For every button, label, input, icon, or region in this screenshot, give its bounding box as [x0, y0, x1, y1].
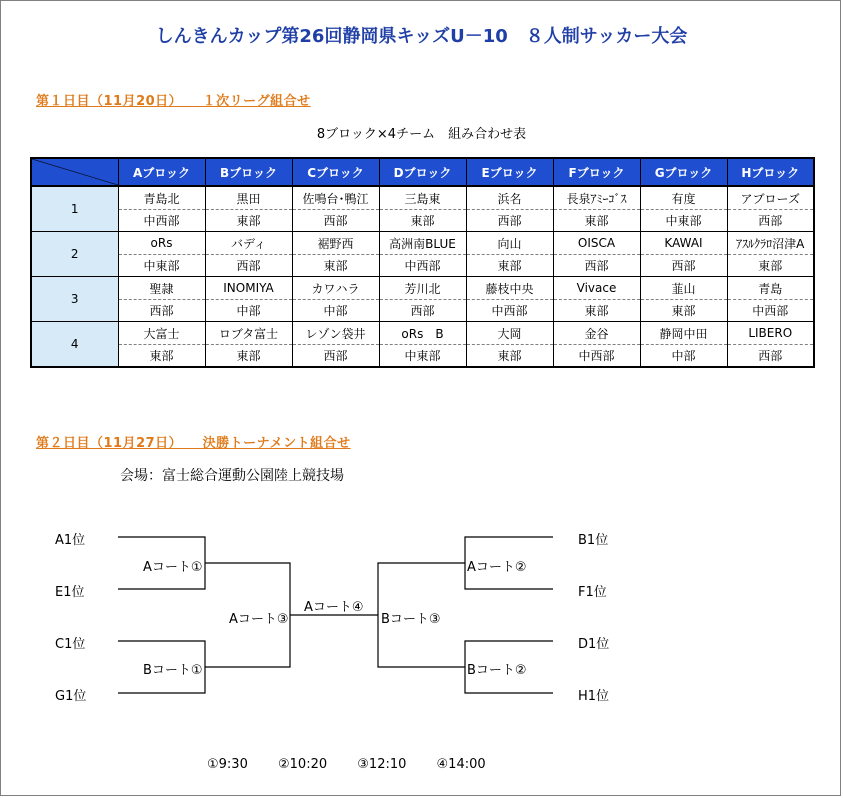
block-header: Eブロック [466, 158, 553, 186]
team-cell: KAWAI [640, 232, 727, 255]
team-cell: 浜名 [466, 186, 553, 210]
team-cell: 佐鳴台･鴨江 [292, 186, 379, 210]
seed-d1: D1位 [578, 637, 610, 652]
team-cell: 大富士 [118, 322, 205, 345]
seed-f1: F1位 [578, 585, 607, 600]
court-left-semi: Aコート③ [229, 612, 289, 627]
region-cell: 中西部 [379, 255, 466, 277]
region-cell: 中西部 [466, 300, 553, 322]
team-cell: oRs [118, 232, 205, 255]
block-header: Cブロック [292, 158, 379, 186]
team-cell: INOMIYA [205, 277, 292, 300]
time-2: ②10:20 [278, 757, 328, 772]
block-header: Bブロック [205, 158, 292, 186]
region-cell: 中部 [640, 345, 727, 368]
team-cell: 聖隷 [118, 277, 205, 300]
team-cell: 高洲南BLUE [379, 232, 466, 255]
region-cell: 中西部 [553, 345, 640, 368]
region-cell: 東部 [640, 300, 727, 322]
region-cell: 東部 [118, 345, 205, 368]
region-cell: 中西部 [727, 300, 814, 322]
block-header: Hブロック [727, 158, 814, 186]
block-header: Fブロック [553, 158, 640, 186]
team-cell: レゾン袋井 [292, 322, 379, 345]
region-cell: 中部 [205, 300, 292, 322]
day2-heading: 第２日目（11月27日） 決勝トーナメント組合せ [36, 436, 351, 451]
team-cell: 藤枝中央 [466, 277, 553, 300]
team-cell: 裾野西 [292, 232, 379, 255]
day1-heading: 第１日目（11月20日） １次リーグ組合せ [36, 94, 311, 109]
group-number: 1 [31, 186, 118, 232]
team-cell: 向山 [466, 232, 553, 255]
team-cell: Vivace [553, 277, 640, 300]
team-cell: 韮山 [640, 277, 727, 300]
team-cell: 静岡中田 [640, 322, 727, 345]
seed-b1: B1位 [578, 533, 609, 548]
team-cell: カワハラ [292, 277, 379, 300]
team-cell: アブローズ [727, 186, 814, 210]
region-cell: 西部 [292, 345, 379, 368]
region-cell: 中西部 [118, 210, 205, 232]
team-cell: 芳川北 [379, 277, 466, 300]
team-cell: oRs B [379, 322, 466, 345]
team-cell: 有度 [640, 186, 727, 210]
page-title: しんきんカップ第26回静岡県キッズU－10 ８人制サッカー大会 [155, 26, 688, 47]
seed-a1: A1位 [55, 533, 86, 548]
table-title: 8ブロック×4チーム 組み合わせ表 [316, 127, 527, 142]
region-cell: 中部 [292, 300, 379, 322]
region-cell: 西部 [727, 345, 814, 368]
block-header: Gブロック [640, 158, 727, 186]
block-header: Dブロック [379, 158, 466, 186]
court-left-top: Aコート① [143, 560, 203, 575]
venue-label: 会場：富士総合運動公園陸上競技場 [120, 468, 344, 484]
time-1: ①9:30 [207, 757, 248, 772]
region-cell: 西部 [205, 255, 292, 277]
team-cell: LIBERO [727, 322, 814, 345]
team-cell: OISCA [553, 232, 640, 255]
time-3: ③12:10 [357, 757, 407, 772]
region-cell: 西部 [466, 210, 553, 232]
region-cell: 東部 [292, 255, 379, 277]
team-cell: 長泉ｱﾐｰｺﾞｽ [553, 186, 640, 210]
court-left-bottom: Bコート① [143, 663, 203, 678]
court-right-top: Aコート② [467, 560, 527, 575]
region-cell: 中東部 [379, 345, 466, 368]
region-cell: 東部 [727, 255, 814, 277]
region-cell: 東部 [205, 210, 292, 232]
seed-e1: E1位 [55, 585, 85, 600]
team-cell: 金谷 [553, 322, 640, 345]
region-cell: 東部 [466, 345, 553, 368]
block-header: Aブロック [118, 158, 205, 186]
team-cell: 大岡 [466, 322, 553, 345]
seed-g1: G1位 [55, 689, 87, 704]
match-times [207, 757, 512, 772]
team-cell: 黒田 [205, 186, 292, 210]
region-cell: 東部 [553, 300, 640, 322]
team-cell: 三島東 [379, 186, 466, 210]
group-number: 2 [31, 232, 118, 277]
region-cell: 東部 [466, 255, 553, 277]
region-cell: 西部 [640, 255, 727, 277]
region-cell: 東部 [553, 210, 640, 232]
time-4: ④14:00 [436, 757, 486, 772]
region-cell: 東部 [379, 210, 466, 232]
region-cell: 西部 [118, 300, 205, 322]
team-cell: バディ [205, 232, 292, 255]
region-cell: 東部 [205, 345, 292, 368]
seed-c1: C1位 [55, 637, 86, 652]
team-cell: 青島 [727, 277, 814, 300]
court-right-semi: Bコート③ [381, 612, 441, 627]
region-cell: 中東部 [640, 210, 727, 232]
seed-h1: H1位 [578, 689, 610, 704]
group-number: 4 [31, 322, 118, 368]
region-cell: 西部 [553, 255, 640, 277]
region-cell: 西部 [292, 210, 379, 232]
team-cell: ｱｽﾙｸﾗﾛ沼津A [727, 232, 814, 255]
court-right-bottom: Bコート② [467, 663, 527, 678]
region-cell: 西部 [727, 210, 814, 232]
region-cell: 中東部 [118, 255, 205, 277]
region-cell: 西部 [379, 300, 466, 322]
court-final: Aコート④ [304, 600, 364, 615]
group-number: 3 [31, 277, 118, 322]
team-cell: 青島北 [118, 186, 205, 210]
team-cell: ロブタ富士 [205, 322, 292, 345]
